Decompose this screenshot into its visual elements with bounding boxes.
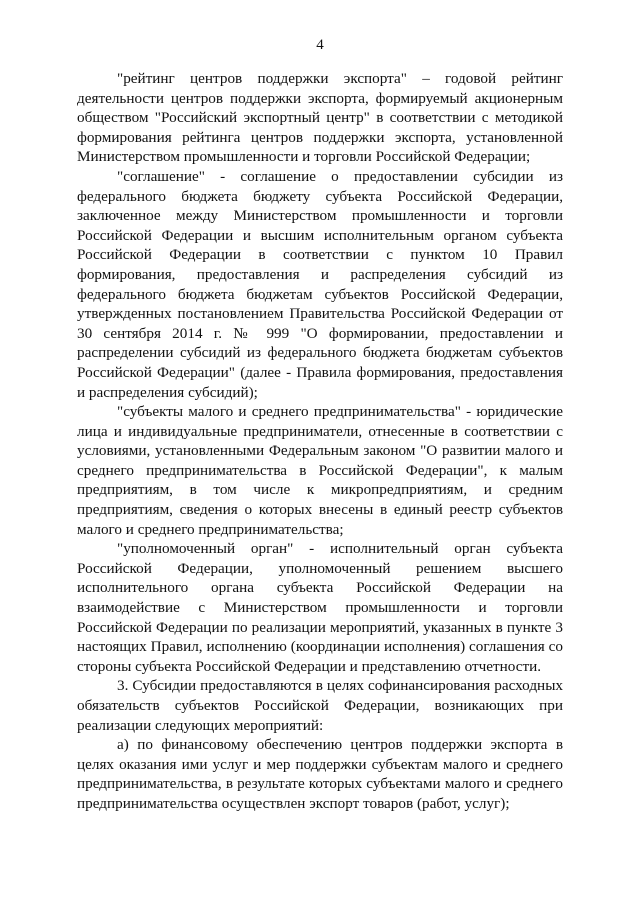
document-body <box>77 69 563 814</box>
page-number: 4 <box>316 37 324 53</box>
definition-export-support-rating: "рейтинг центров поддержки экспорта" – годовой рейтинг деятельности центров поддержки экспорта, формируемый акционерным обществом "Российский экспортный центр" в соответствии с методикой формирования рейтинга центров поддержки экспорта, установленной Министерством промышленности и торговли Российской Федерации; <box>77 70 563 166</box>
definition-sme-entities: "субъекты малого и среднего предпринимательства" - юридические лица и индивидуальные предприниматели, отнесенные в соответствии с условиями, установленными Федеральным законом "О развитии малого и среднего предпринимательства в Российской Федерации", к малым предприятиям, в том числе к микропредприятиям, и средним предприятиям, сведения о которых внесены в единый реестр субъектов малого и среднего предпринимательства; <box>77 403 563 538</box>
clause-3a-export-centers-funding: а) по финансовому обеспечению центров поддержки экспорта в целях оказания ими услуг и мер поддержки субъектам малого и среднего предпринимательства, в результате которых субъектами малого и среднего предпринимательства осуществлен экспорт товаров (работ, услуг); <box>77 736 563 812</box>
definition-agreement: "соглашение" - соглашение о предоставлении субсидии из федерального бюджета бюджету субъекта Российской Федерации, заключенное между Министерством промышленности и торговли Российской Федерации и высшим исполнительным органом субъекта Российской Федерации в соответствии с пунктом 10 Правил формирования, предоставления и распределения субсидий из федерального бюджета бюджетам субъектов Российской Федерации, утвержденных постановлением Правительства Российской Федерации от 30 сентября 2014 г. № 999 "О формировании, предоставлении и распределении субсидий из федерального бюджета бюджетам субъектов Российской Федерации" (далее - Правила формирования, предоставления и распределения субсидий); <box>77 167 563 401</box>
clause-3-subsidies-purpose: 3. Субсидии предоставляются в целях софинансирования расходных обязательств субъектов Российской Федерации, возникающих при реализации следующих мероприятий: <box>77 677 563 734</box>
definition-authorized-body: "уполномоченный орган" - исполнительный орган субъекта Российской Федерации, уполномоченный решением высшего исполнительного органа субъекта Российской Федерации на взаимодействие с Министерством промышленности и торговли Российской Федерации по реализации мероприятий, указанных в пункте 3 настоящих Правил, исполнению (координации исполнения) соглашения со стороны субъекта Российской Федерации и представлению отчетности. <box>77 540 563 675</box>
